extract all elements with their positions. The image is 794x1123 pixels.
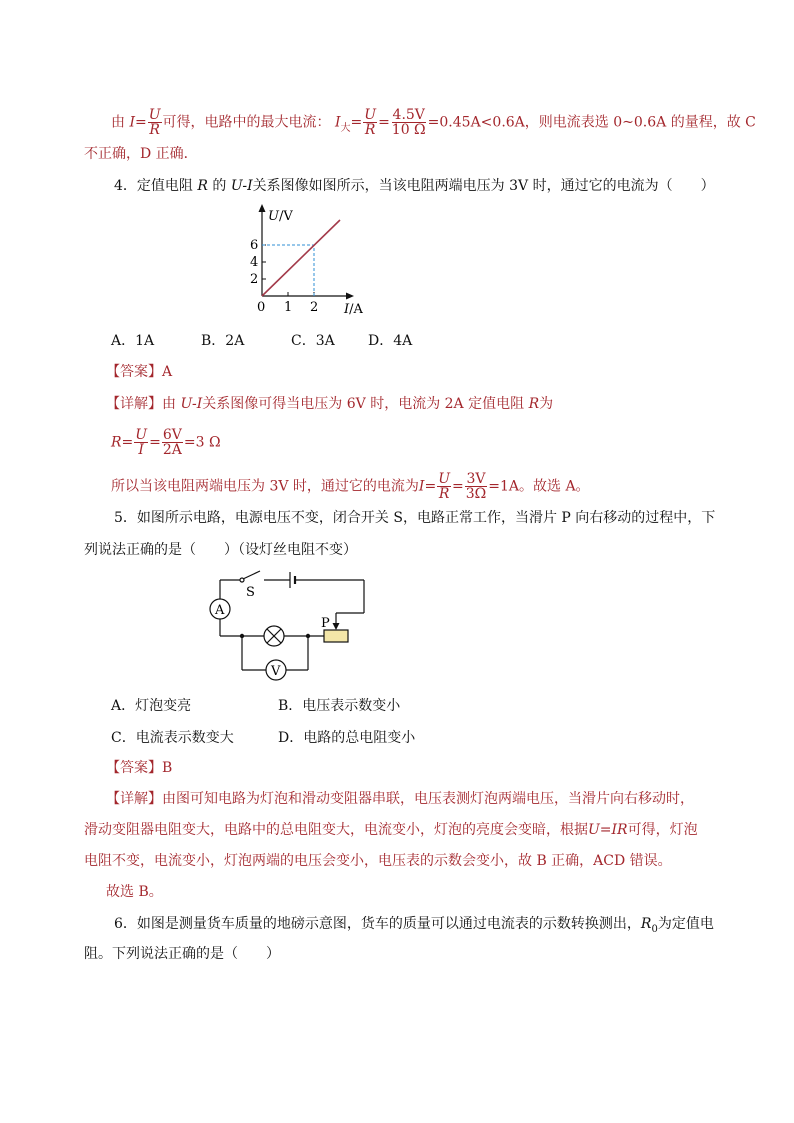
q5-detail-2: 滑动变阻器电阻变大，电路中的总电阻变大，电流变小，灯泡的亮度会变暗，根据U=IR可得，灯泡: [84, 822, 698, 838]
junction-dot-right: [306, 634, 310, 638]
q4-option-a[interactable]: A．1A: [111, 333, 155, 349]
q4-final: 所以当该电阻两端电压为 3V 时，通过它的电流为I= $\frac{U}{R}$ = $\frac{3V}{3\Omega}$ =1A。故选 A。: [111, 471, 590, 502]
q5-option-b[interactable]: B．电压表示数变小: [278, 698, 401, 714]
q5-circuit-diagram: [200, 568, 370, 688]
q6-stem-2: 阻。下列说法正确的是（ ）: [84, 946, 280, 962]
prev-solution-line-1: 由 I= $\frac{U}{R}$ 可得，电路中的最大电流： $I_大=$ $\frac{U}{R}$ = $\frac{4.5V}{10 \Omega}$ =0.45A<0.6A，则电流表选 0~0.6A 的量程，故 C: [111, 107, 756, 138]
y-tick-label-4: 4: [250, 255, 259, 270]
x-tick-label-2: 2: [310, 300, 319, 315]
q5-detail-3: 电阻不变，电流变小，灯泡两端的电压会变小，电压表的示数会变小，故 B 正确，ACD 错误。: [84, 853, 672, 869]
q5-option-c[interactable]: C．电流表示数变大: [111, 730, 234, 746]
slider-arrow: [333, 623, 340, 630]
q4-option-b[interactable]: B．2A: [201, 333, 245, 349]
prev-solution-line-2: 不正确，D 正确．: [84, 146, 198, 162]
q4-ui-graph: [240, 200, 380, 318]
rheostat: [324, 630, 348, 642]
x-axis-arrow: [346, 293, 354, 300]
q4-answer: 【答案】A: [106, 364, 173, 380]
q5-stem-1: 5．如图所示电路，电源电压不变，闭合开关 S，电路正常工作，当滑片 P 向右移动的过程中，下: [114, 510, 716, 526]
slider-label: P: [321, 616, 330, 631]
ammeter-label: A: [215, 603, 225, 618]
q4-stem: 4．定值电阻 R 的 U-I关系图像如图所示，当该电阻两端电压为 3V 时，通过它的电流为（ ）: [114, 178, 715, 194]
q5-option-a[interactable]: A．灯泡变亮: [111, 698, 192, 714]
q5-stem-2: 列说法正确的是（ ）（设灯丝电阻不变）: [84, 542, 357, 558]
q6-stem-1: 6．如图是测量货车质量的地磅示意图，货车的质量可以通过电流表的示数转换测出，$R_0$为定值电: [114, 916, 714, 935]
q4-option-d[interactable]: D．4A: [368, 333, 413, 349]
q5-option-d[interactable]: D．电路的总电阻变小: [278, 730, 416, 746]
q4-detail: 【详解】由 U-I关系图像可得当电压为 6V 时，电流为 2A 定值电阻 R为: [106, 396, 554, 412]
switch-label: S: [246, 585, 255, 600]
y-axis-arrow: [259, 204, 266, 212]
q4-option-c[interactable]: C．3A: [291, 333, 335, 349]
x-tick-label-0: 0: [257, 300, 266, 315]
y-tick-label-2: 2: [250, 272, 259, 287]
q5-answer: 【答案】B: [106, 760, 173, 776]
switch-lever: [243, 571, 260, 579]
q5-detail-4: 故选 B。: [106, 884, 163, 900]
y-tick-label-6: 6: [250, 238, 259, 253]
junction-dot-left: [240, 634, 244, 638]
q4-calc: R= $\frac{U}{I}$ = $\frac{6V}{2A}$ =3 Ω: [111, 427, 221, 458]
q5-detail-1: 【详解】由图可知电路为灯泡和滑动变阻器串联，电压表测灯泡两端电压，当滑片向右移动时，: [106, 791, 694, 807]
ui-line: [262, 220, 340, 296]
y-label: U/V: [268, 209, 293, 224]
x-tick-label-1: 1: [284, 300, 293, 315]
voltmeter-label: V: [271, 664, 281, 679]
lamp: [264, 626, 284, 646]
x-label: I/A: [344, 302, 363, 317]
